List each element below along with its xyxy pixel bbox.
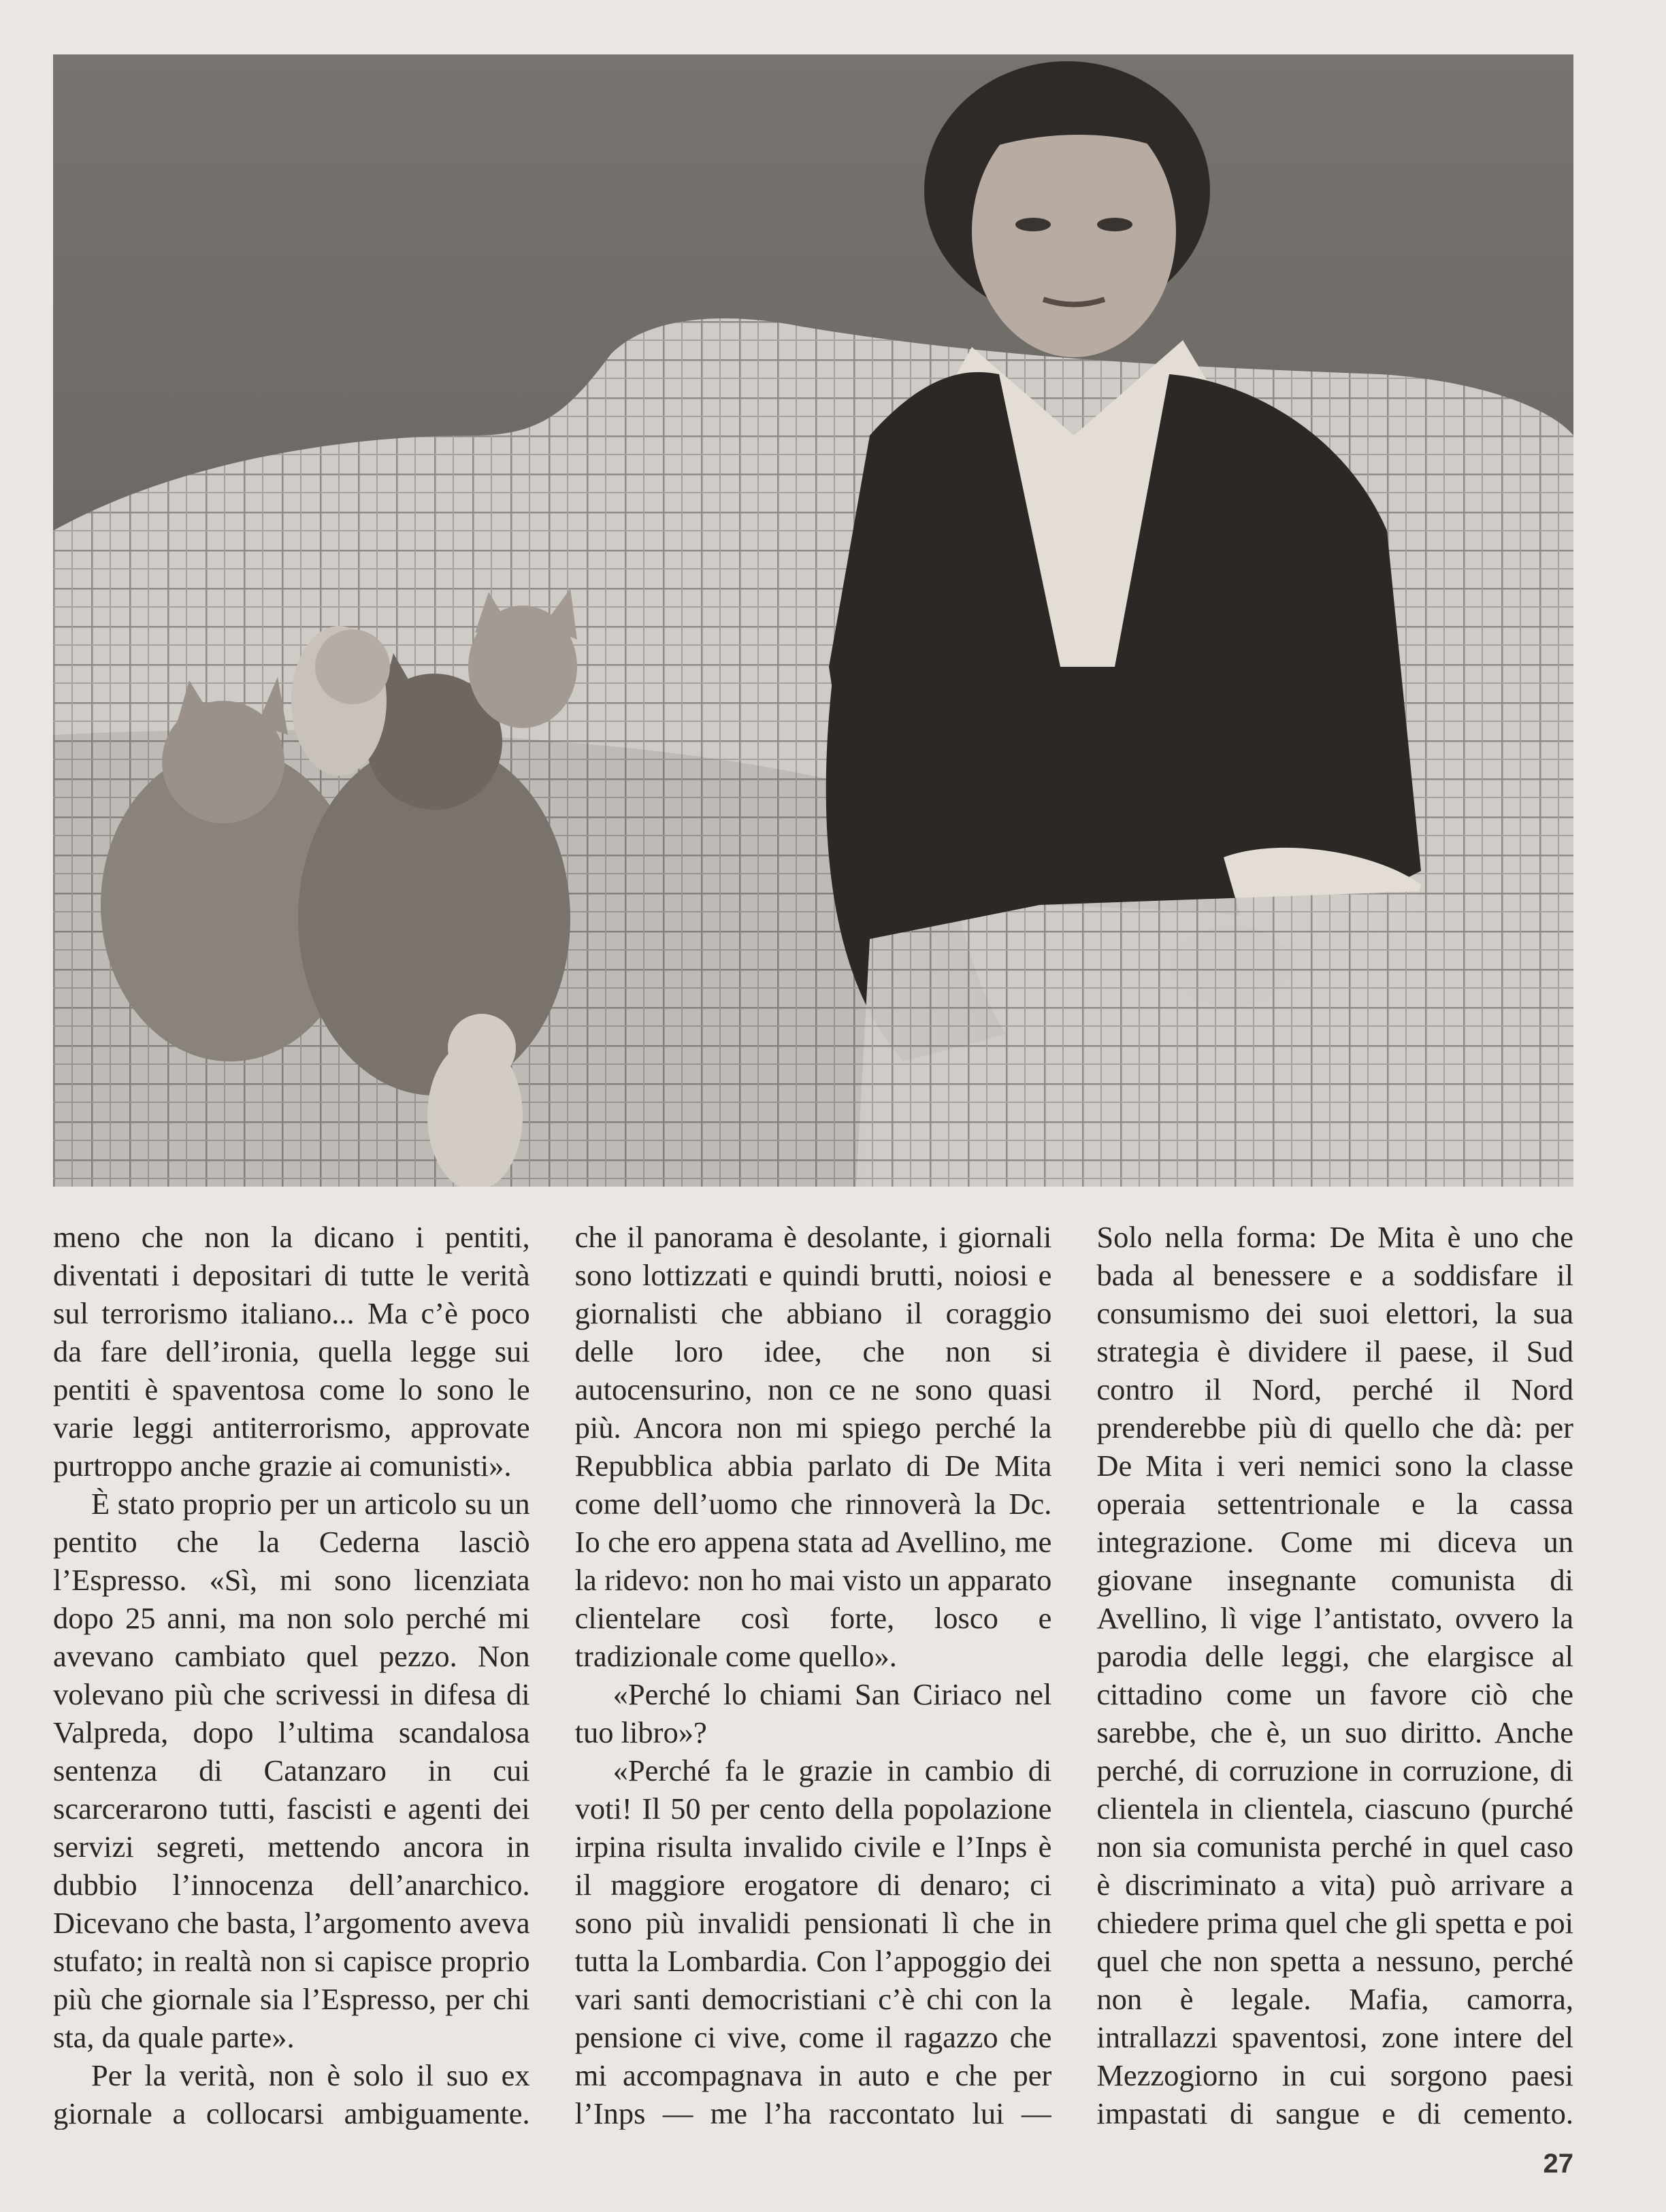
paragraph: «Perché lo chiami San Ciriaco nel tuo libro»?	[574, 1677, 1052, 1749]
page-number: 27	[1543, 2149, 1573, 2179]
paragraph: «Perché fa le grazie in cambio di voti! Il 50 per cento della popolazione irpina risulta invalido civile e l’Inps è il maggiore erogatore di denaro; ci sono più invalidi pensionati lì che in tutta la Lombardia. Con l’appoggio dei vari santi democristiani c’è chi con la pensione ci vive, come il ragazzo che mi accompagnava in auto e che per l’Inps — me l’ha raccontato lui —	[574, 1753, 1052, 2130]
paragraph: che il panorama è desolante, i giornali sono lottizzati e quindi brutti, noiosi e giornalisti che abbiano il coraggio delle loro idee, che non si autocensurino, non ce ne sono quasi più. Ancora non mi spiego perché la Repubblica abbia parlato di De Mita come dell’uomo che rinnoverà la Dc. Io che ero appena stata ad Avellino, me la ridevo: non ho mai visto un apparato clientelare così forte, losco e tradizionale come quello».	[574, 1220, 1052, 1673]
portrait-photo	[53, 54, 1573, 1187]
paragraph: meno che non la dicano i pentiti, diventati i depositari di tutte le verità sul terrorismo italiano... Ma c’è poco da fare dell’ironia, quella legge sui pentiti è spaventosa come lo sono le varie leggi antiterrorismo, approvate purtroppo anche grazie ai comunisti».	[53, 1220, 530, 1483]
column-3	[1096, 1218, 1573, 2130]
portrait-photo-icon	[53, 54, 1573, 1187]
paragraph: Solo nella forma: De Mita è uno che bada al benessere e a soddisfare il consumismo dei suoi elettori, la sua strategia è dividere il paese, il Sud contro il Nord, perché il Nord prenderebbe più di quello che dà: per De Mita i veri nemici sono la classe operaia settentrionale e la cassa integrazione. Come mi diceva un giovane insegnante comunista di Avellino, lì vige l’antistato, ovvero la parodia delle leggi, che elargisce al cittadino come un favore ciò che sarebbe, che è, un suo diritto. Anche perché, di corruzione in corruzione, di clientela in clientela, ciascuno (purché non sia comunista perché in quel caso è discriminato a vita) può arrivare a chiedere prima quel che gli spetta e poi quel che non spetta a nessuno, perché non è legale. Mafia, camorra, intrallazzi spaventosi, zone intere del Mezzogiorno in cui sorgono paesi impastati di sangue e di cemento.	[1096, 1220, 1574, 2130]
paragraph: È stato proprio per un articolo su un pentito che la Cederna lasciò l’Espresso. «Sì, mi sono licenziata dopo 25 anni, ma non solo perché mi avevano cambiato quel pezzo. Non volevano più che scrivessi in difesa di Valpreda, dopo l’ultima scandalosa sentenza di Catanzaro in cui scarcerarono tutti, fascisti e agenti dei servizi segreti, mettendo ancora in dubbio l’innocenza dell’anarchico. Dicevano che basta, l’argomento aveva stufato; in realtà non si capisce proprio più che giornale sia l’Espresso, per chi sta, da quale parte».	[53, 1487, 530, 2054]
paragraph: Per la verità, non è solo il suo ex giornale a collocarsi ambiguamente.	[53, 2058, 530, 2130]
column-2	[575, 1218, 1052, 2130]
column-1	[53, 1218, 530, 2130]
article-columns	[53, 1218, 1573, 2130]
